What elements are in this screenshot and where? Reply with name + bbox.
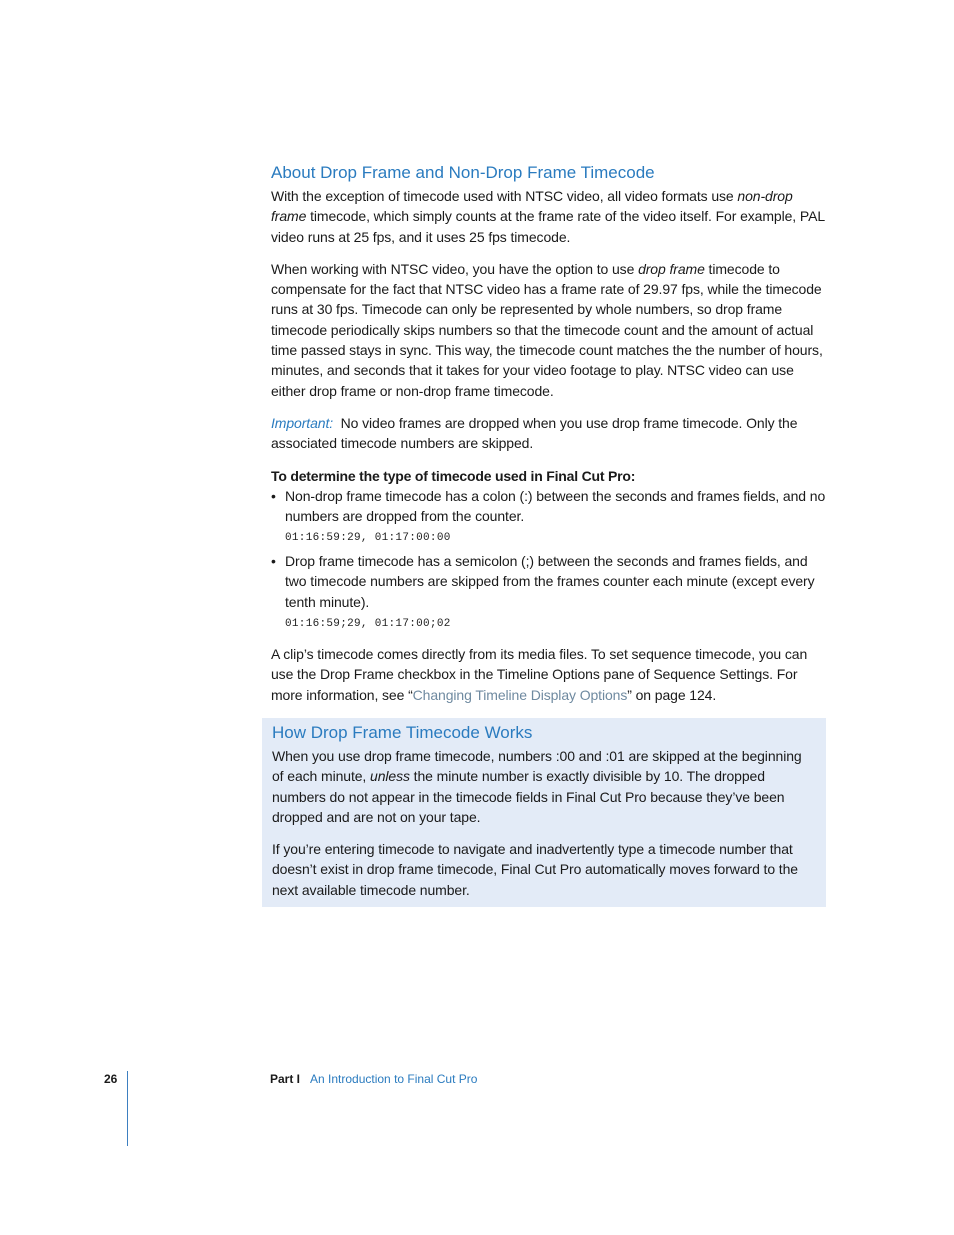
text: With the exception of timecode used with NTSC video, all video formats use	[271, 188, 738, 204]
text: the minute number is exactly divisible by 10. The dropped numbers do not appear in the timecode fields in Final Cut Pro because they’ve been dropped and are not on your tape.	[272, 768, 785, 825]
section-heading-drop-frame: About Drop Frame and Non-Drop Frame Timecode	[271, 163, 655, 182]
bullet-icon: •	[271, 553, 276, 570]
bullet-text: Drop frame timecode has a semicolon (;) between the seconds and frames fields, and two timecode numbers are skipped from the frames counter each minute (except every tenth minute).	[285, 553, 815, 610]
bullet-icon: •	[271, 487, 276, 504]
text: A clip’s timecode comes directly from its media files. To set sequence timecode, you can use the Drop Frame checkbox in the Timeline Options pane of Sequence Settings. For more information, see “	[271, 646, 808, 703]
text: ” on page 124.	[627, 686, 717, 703]
main-content	[271, 162, 827, 717]
list-item	[271, 486, 827, 527]
sidebar-paragraph-1	[272, 746, 816, 827]
sidebar-box	[262, 718, 826, 907]
bullet-list	[271, 486, 827, 632]
timecode-example: 01:16:59:29, 01:17:00:00	[285, 532, 451, 545]
text: timecode to compensate for the fact that NTSC video has a frame rate of 29.97 fps, while the timecode runs at 30 fps. Timecode can only be represented by whole numbers, so drop frame timecode periodically skips numbers so that the timecode count and the amount of actual time passed stays in sync. This way, the timecode count matches the the number of hours, minutes, and seconds that it takes for your video footage to play. NTSC video can use either drop frame or non-drop frame timecode.	[271, 260, 823, 399]
part-title: An Introduction to Final Cut Pro	[310, 1072, 478, 1086]
paragraph-ntsc	[271, 259, 827, 401]
important-note	[271, 413, 827, 454]
sidebar-heading: How Drop Frame Timecode Works	[272, 723, 533, 742]
part-label: Part I	[270, 1072, 301, 1086]
footer-part	[270, 1072, 477, 1086]
important-text: No video frames are dropped when you use drop frame timecode. Only the associated timecode numbers are skipped.	[271, 414, 798, 452]
cross-reference-link[interactable]: Changing Timeline Display Options	[412, 686, 628, 703]
emphasis: unless	[370, 768, 410, 785]
paragraph-clip-timecode	[271, 644, 827, 705]
timecode-example: 01:16:59;29, 01:17:00;02	[285, 618, 451, 631]
page-number: 26	[104, 1072, 118, 1086]
emphasis: drop frame	[638, 260, 705, 277]
emphasis: non-drop frame	[271, 188, 793, 225]
bullet-text: Non-drop frame timecode has a colon (:) between the seconds and frames fields, and no numbers are dropped from the counter.	[285, 487, 826, 524]
list-item	[271, 551, 827, 612]
footer-divider	[127, 1071, 128, 1146]
paragraph-intro	[271, 186, 827, 247]
text: When you use drop frame timecode, numbers :00 and :01 are skipped at the beginning of each minute,	[272, 748, 802, 785]
text: When working with NTSC video, you have the option to use	[271, 260, 639, 277]
task-heading: To determine the type of timecode used in Final Cut Pro:	[271, 467, 636, 484]
sidebar-paragraph-2: If you’re entering timecode to navigate and inadvertently type a timecode number that doesn’t exist in drop frame timecode, Final Cut Pro automatically moves forward to the next available timecode number.	[272, 841, 798, 898]
text: timecode, which simply counts at the frame rate of the video itself. For example, PAL video runs at 25 fps, and it uses 25 fps timecode.	[271, 208, 825, 245]
important-label: Important:	[271, 414, 334, 431]
